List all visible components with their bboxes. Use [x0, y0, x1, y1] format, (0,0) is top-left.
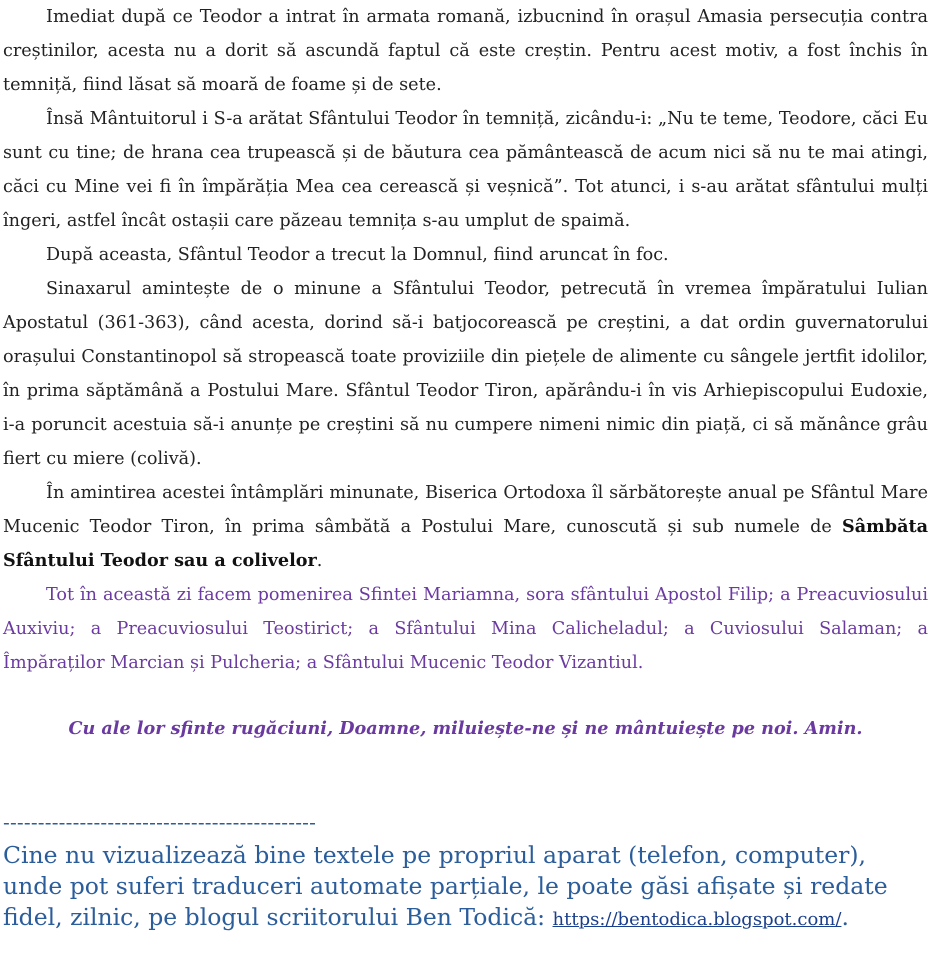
- paragraph-5-bold: Sâmbăta Sfântului Teodor sau a colivelor: [3, 516, 928, 571]
- commemoration-paragraph: Tot în această zi facem pomenirea Sfintei Mariamna, sora sfântului Apostol Filip; a Preacuviosului Auxiviu; a Preacuviosului Teostirict; a Sfântului Mina Calicheladul; a Cuviosului Salaman; a Împăraților Marcian și Pulcheria; a Sfântului Mucenic Teodor Vizantiul.: [3, 585, 928, 673]
- paragraph-3: După aceasta, Sfântul Teodor a trecut la Domnul, fiind aruncat în foc.: [46, 245, 669, 265]
- footer-note: [3, 840, 903, 935]
- paragraph-5-text: În amintirea acestei întâmplări minunate, Biserica Ortodoxa îl sărbătorește anual pe Sfântul Mare Mucenic Teodor Tiron, în prima sâmbătă a Postului Mare, cunoscută și sub numele de: [3, 483, 928, 537]
- blog-link[interactable]: https://bentodica.blogspot.com/: [552, 909, 842, 930]
- closing-prayer: Cu ale lor sfinte rugăciuni, Doamne, miluiește-ne și ne mântuiește pe noi. Amin.: [68, 718, 863, 739]
- footer-end: .: [841, 903, 849, 931]
- paragraph-4: Sinaxarul amintește de o minune a Sfântului Teodor, petrecută în vremea împăratului Iulian Apostatul (361-363), când acesta, dorind să-i batjocorească pe creștini, a dat ordin guvernatorului orașului Constantinopol să stropească toate proviziile din piețele de alimente cu sângele jertfit idolilor, în prima săptămână a Postului Mare. Sfântul Teodor Tiron, apărându-i în vis Arhiepiscopului Eudoxie, i-a poruncit acestuia să-i anunțe pe creștini să nu cumpere nimeni nimic din piață, ci să mănânce grâu fiert cu miere (colivă).: [3, 279, 928, 469]
- footer-text: Cine nu vizualizează bine textele pe propriul aparat (telefon, computer), unde pot suferi traduceri automate parțiale, le poate găsi afișate și redate fidel, zilnic, pe blogul scriitorului Ben Todică:: [3, 841, 888, 931]
- paragraph-2: Însă Mântuitorul i S-a arătat Sfântului Teodor în temniță, zicându-i: „Nu te teme, Teodore, căci Eu sunt cu tine; de hrana cea trupească și de băutura cea pământească de acum nici să nu te mai atingi, căci cu Mine vei fi în împărăția Mea cea cerească și veșnică”. Tot atunci, i s-au arătat sfântului mulți îngeri, astfel încât ostașii care păzeau temnița s-au umplut de spaimă.: [3, 109, 928, 231]
- footer-separator: ---------------------------------------------: [3, 810, 317, 834]
- paragraph-1: Imediat după ce Teodor a intrat în armata romană, izbucnind în orașul Amasia persecuția contra creștinilor, acesta nu a dorit să ascundă faptul că este creștin. Pentru acest motiv, a fost închis în temniță, fiind lăsat să moară de foame și de sete.: [3, 7, 928, 95]
- article-body: [3, 0, 928, 746]
- paragraph-5: [3, 476, 928, 578]
- paragraph-5-end: .: [316, 551, 323, 571]
